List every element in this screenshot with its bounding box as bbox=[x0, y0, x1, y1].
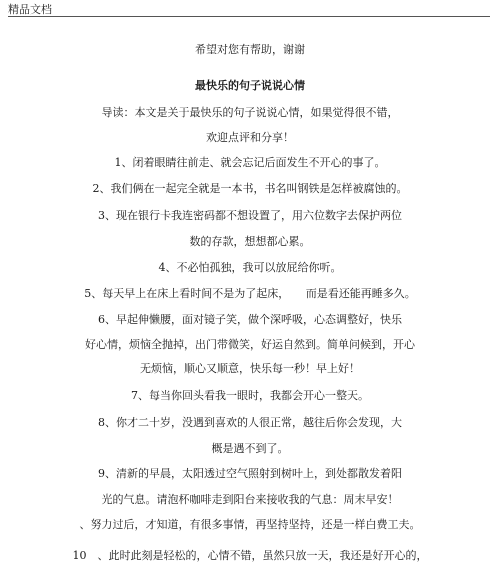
page-header bbox=[0, 0, 500, 18]
item-4-line-1: 4、不必怕孤独，我可以放屁给你听。 bbox=[158, 261, 342, 274]
item-10-line-1: 10 、此时此刻是轻松的，心情不错，虽然只放一天，我还是好开心的， bbox=[72, 549, 428, 562]
item-1-line-1: 1、闭着眼睛往前走、就会忘记后面发生不开心的事了。 bbox=[114, 156, 386, 169]
item-8-line-1: 8、你才二十岁，没遇到喜欢的人很正常，越往后你会发现，大 bbox=[98, 416, 402, 429]
item-6-line-1: 6、早起伸懒腰，面对镜子笑，做个深呼吸，心态调整好，快乐 bbox=[98, 313, 402, 326]
intro-line-1: 导读：本文是关于最快乐的句子说说心情，如果觉得很不错， bbox=[101, 106, 399, 119]
item-extra-line-1: 、努力过后，才知道，有很多事情，再坚持坚持，还是一样白费工夫。 bbox=[79, 518, 421, 531]
item-2-line-1: 2、我们俩在一起完全就是一本书，书名叫钢铁是怎样被腐蚀的。 bbox=[92, 182, 408, 195]
item-5-line-1: 5、每天早上在床上看时间不是为了起床， 而是看还能再睡多久。 bbox=[84, 287, 416, 300]
intro-line-2: 欢迎点评和分享！ bbox=[206, 131, 294, 144]
item-6-line-2: 好心情，烦恼全抛掉，出门带微笑，好运自然到。简单问候到，开心 bbox=[85, 338, 415, 351]
header-rule bbox=[8, 16, 490, 17]
thanks-line: 希望对您有帮助，谢谢 bbox=[195, 43, 305, 56]
document-title: 最快乐的句子说说心情 bbox=[195, 79, 305, 92]
item-3-line-2: 数的存款，想想都心累。 bbox=[189, 235, 311, 248]
item-9-line-2: 光的气息。请泡杯咖啡走到阳台来接收我的气息：周末早安！ bbox=[101, 493, 399, 506]
item-8-line-2: 概是遇不到了。 bbox=[211, 442, 289, 455]
header-label: 精品文档 bbox=[8, 3, 52, 16]
item-7-line-1: 7、每当你回头看我一眼时，我都会开心一整天。 bbox=[131, 389, 369, 402]
item-6-line-3: 无烦恼，顺心又顺意，快乐每一秒！早上好！ bbox=[140, 362, 360, 375]
item-9-line-1: 9、清新的早晨，太阳透过空气照射到树叶上，到处都散发着阳 bbox=[98, 467, 402, 480]
item-3-line-1: 3、现在银行卡我连密码都不想设置了，用六位数字去保护两位 bbox=[98, 209, 402, 222]
